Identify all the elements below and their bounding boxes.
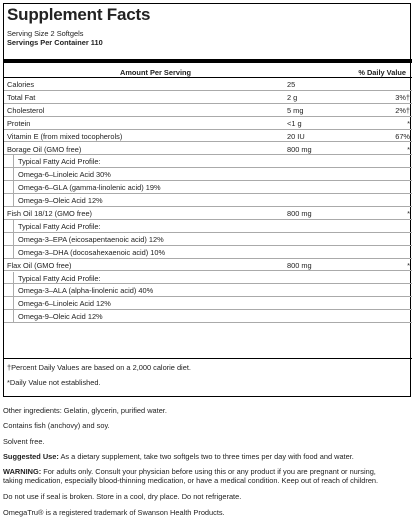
nutrient-row-amount: 25 — [287, 80, 296, 89]
fatty-acid-row-label: Omega-9–Oleic Acid 12% — [18, 196, 103, 206]
oil-row-daily-value: * — [407, 144, 410, 154]
nutrient-row — [4, 130, 412, 143]
nutrient-row-daily-value: 67% — [395, 131, 410, 141]
oil-row-daily-value: * — [407, 260, 410, 270]
fatty-acid-row-label: Omega-6–Linoleic Acid 12% — [18, 299, 111, 309]
nutrient-row-amount: 20 IU — [287, 131, 305, 141]
warning — [3, 467, 376, 476]
fatty-acid-row — [4, 310, 412, 323]
fatty-acid-row-label: Omega-9–Oleic Acid 12% — [18, 312, 103, 322]
warning-text-line2: taking medication, especially blood-thinning medication, or have a medical condition. Keep out of reach of children. — [3, 476, 379, 485]
fatty-acid-row-label: Omega-6–GLA (gamma-linolenic acid) 19% — [18, 183, 161, 193]
amount-per-serving-header: Amount Per Serving — [120, 68, 192, 77]
oil-row-label: Fish Oil 18/12 (GMO free) — [7, 209, 93, 218]
footnote-rule — [4, 358, 412, 359]
sub-row-indent-rule — [13, 155, 14, 207]
fatty-acid-row — [4, 168, 412, 181]
contains-allergens: Contains fish (anchovy) and soy. — [3, 421, 110, 430]
nutrient-row-label: Vitamin E (from mixed tocopherols) — [7, 131, 123, 141]
warning-label: WARNING: — [3, 467, 42, 476]
serving-size: Serving Size 2 Softgels — [7, 29, 84, 38]
fatty-acid-profile-row — [4, 220, 412, 233]
daily-value-header: % Daily Value — [358, 68, 406, 77]
storage-note: Do not use if seal is broken. Store in a cool, dry place. Do not refrigerate. — [3, 492, 242, 501]
fatty-acid-row — [4, 194, 412, 207]
nutrient-row-amount: <1 g — [287, 118, 302, 128]
thick-rule — [4, 59, 412, 63]
fatty-acid-row — [4, 246, 412, 259]
footnote-daily-value: *Daily Value not established. — [7, 378, 101, 387]
oil-row-daily-value: * — [407, 209, 410, 218]
suggested-use-label: Suggested Use: — [3, 452, 59, 461]
nutrient-row — [4, 78, 412, 91]
nutrient-row-daily-value: 2%† — [395, 105, 410, 115]
sub-row-indent-rule — [13, 272, 14, 324]
suggested-use — [3, 452, 354, 461]
footnote-percent: †Percent Daily Values are based on a 2,000 calorie diet. — [7, 363, 191, 372]
fatty-acid-row-label: Omega-3–EPA (eicosapentaenoic acid) 12% — [18, 234, 164, 244]
fatty-acid-row — [4, 181, 412, 194]
nutrient-row-amount: 2 g — [287, 92, 298, 102]
nutrient-row — [4, 91, 412, 104]
solvent-free: Solvent free. — [3, 437, 45, 446]
nutrient-row-daily-value: 3%† — [395, 92, 410, 102]
servings-per-container: Servings Per Container 110 — [7, 38, 103, 47]
oil-row — [4, 207, 412, 220]
oil-row-label: Flax Oil (GMO free) — [7, 260, 72, 270]
oil-row-label: Borage Oil (GMO free) — [7, 144, 82, 154]
nutrient-row — [4, 117, 412, 130]
fatty-acid-profile-row — [4, 155, 412, 168]
oil-row-amount: 800 mg — [287, 260, 312, 270]
fatty-acid-row-label: Omega-3–ALA (alpha-linolenic acid) 40% — [18, 286, 154, 296]
oil-row-amount: 800 mg — [287, 209, 312, 218]
panel-title: Supplement Facts — [7, 5, 151, 24]
nutrient-row-label: Protein — [7, 118, 31, 128]
fatty-acid-profile-row — [4, 272, 412, 285]
trademark-note: OmegaTru® is a registered trademark of Swanson Health Products. — [3, 508, 225, 517]
fatty-acid-profile-row-label: Typical Fatty Acid Profile: — [18, 221, 101, 231]
fatty-acid-row — [4, 297, 412, 310]
other-ingredients: Other ingredients: Gelatin, glycerin, purified water. — [3, 406, 167, 415]
oil-row — [4, 259, 412, 272]
fatty-acid-row — [4, 233, 412, 246]
nutrient-row-daily-value: * — [407, 118, 410, 128]
fatty-acid-profile-row-label: Typical Fatty Acid Profile: — [18, 157, 101, 167]
nutrient-row — [4, 104, 412, 117]
nutrient-row-label: Cholesterol — [7, 105, 45, 115]
suggested-use-text: As a dietary supplement, take two softgels two to three times per day with food and water. — [58, 452, 354, 461]
warning-text-line1: For adults only. Consult your physician before using this or any product if you are pregnant or nursing, — [41, 467, 376, 476]
nutrient-row-label: Total Fat — [7, 92, 36, 102]
fatty-acid-row — [4, 284, 412, 297]
fatty-acid-row-label: Omega-3–DHA (docosahexaenoic acid) 10% — [18, 247, 166, 257]
sub-row-indent-rule — [13, 220, 14, 259]
nutrient-row-amount: 5 mg — [287, 105, 304, 115]
fatty-acid-row-label: Omega-6–Linoleic Acid 30% — [18, 170, 111, 180]
oil-row-amount: 800 mg — [287, 144, 312, 154]
fatty-acid-profile-row-label: Typical Fatty Acid Profile: — [18, 273, 101, 283]
nutrient-row-label: Calories — [7, 80, 35, 89]
oil-row — [4, 143, 412, 156]
